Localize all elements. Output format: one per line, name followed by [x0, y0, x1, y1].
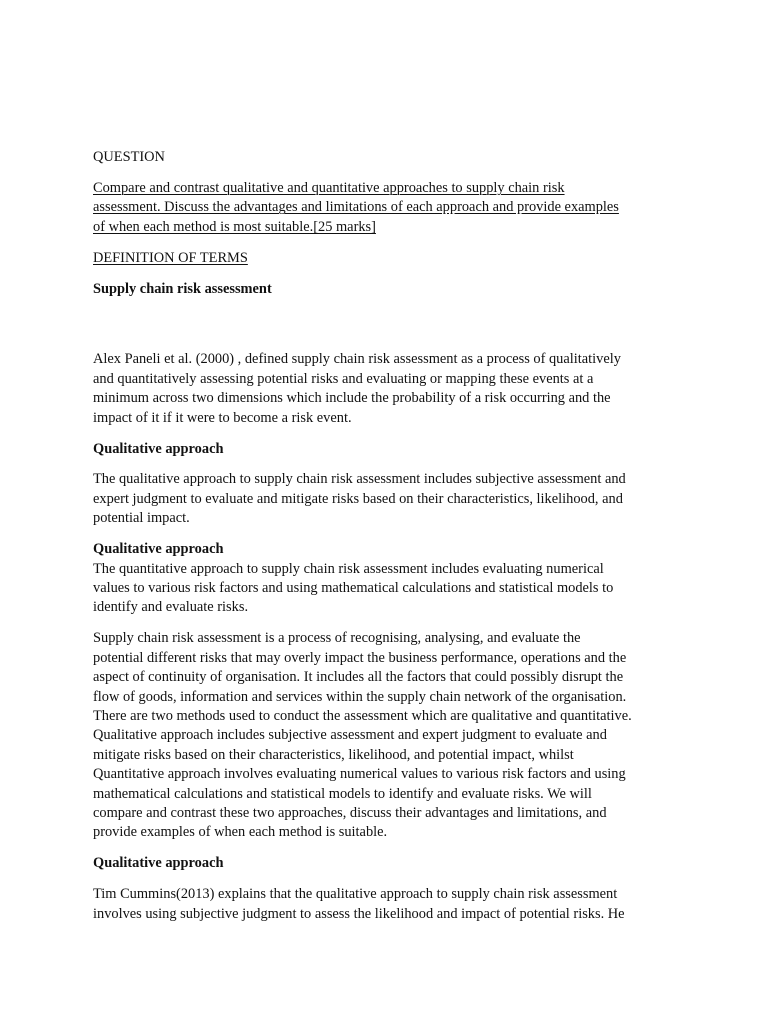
- paragraph-line: flow of goods, information and services within the supply chain network of the organisation.: [93, 688, 627, 705]
- paragraph-line: involves using subjective judgment to assess the likelihood and impact of potential risks. He: [93, 905, 625, 922]
- intro-paragraph: [93, 629, 673, 842]
- paragraph-line: Qualitative approach includes subjective assessment and expert judgment to evaluate and: [93, 727, 607, 744]
- question-line: Compare and contrast qualitative and quantitative approaches to supply chain risk: [93, 179, 565, 196]
- qualitative-approach-heading: Qualitative approach: [93, 855, 224, 872]
- paragraph-line: identify and evaluate risks.: [93, 599, 249, 616]
- paragraph-line: provide examples of when each method is suitable.: [93, 824, 388, 841]
- paragraph-line: Supply chain risk assessment is a process of recognising, analysing, and evaluate the: [93, 630, 581, 647]
- paragraph-line: aspect of continuity of organisation. It includes all the factors that could possibly disrupt the: [93, 669, 624, 686]
- qualitative-approach-body: [93, 885, 673, 924]
- paragraph-line: The qualitative approach to supply chain risk assessment includes subjective assessment and: [93, 471, 626, 488]
- supply-chain-heading: Supply chain risk assessment: [93, 280, 272, 297]
- supply-chain-definition: [93, 350, 673, 428]
- paragraph-line: Alex Paneli et al. (2000) , defined supply chain risk assessment as a process of qualitatively: [93, 351, 621, 368]
- qualitative-definition-heading: Qualitative approach: [93, 440, 224, 457]
- question-heading: QUESTION: [93, 149, 165, 165]
- definition-heading: DEFINITION OF TERMS: [93, 249, 248, 266]
- paragraph-line: expert judgment to evaluate and mitigate risks based on their characteristics, likelihood, and: [93, 490, 623, 507]
- paragraph-line: and quantitatively assessing potential risks and evaluating or mapping these events at a: [93, 370, 594, 387]
- paragraph-line: There are two methods used to conduct the assessment which are qualitative and quantitative.: [93, 707, 632, 724]
- question-line: assessment. Discuss the advantages and limitations of each approach and provide examples: [93, 199, 619, 216]
- paragraph-line: mathematical calculations and statistical models to identify and evaluate risks. We will: [93, 785, 592, 802]
- qualitative-definition: [93, 470, 673, 528]
- spacer: [93, 310, 673, 350]
- paragraph-line: Tim Cummins(2013) explains that the qualitative approach to supply chain risk assessment: [93, 886, 618, 903]
- paragraph-line: impact of it if it were to become a risk event.: [93, 409, 352, 426]
- paragraph-line: Quantitative approach involves evaluating numerical values to various risk factors and using: [93, 766, 626, 783]
- paragraph-line: values to various risk factors and using mathematical calculations and statistical models to: [93, 580, 614, 596]
- paragraph-line: potential different risks that may overly impact the business performance, operations and the: [93, 649, 627, 666]
- question-text: [93, 179, 673, 237]
- paragraph-line: The quantitative approach to supply chain risk assessment includes evaluating numerical: [93, 560, 604, 577]
- quantitative-definition-heading: Qualitative approach: [93, 541, 224, 558]
- quantitative-definition: [93, 560, 673, 618]
- paragraph-line: potential impact.: [93, 510, 190, 527]
- question-line: of when each method is most suitable.[25 marks]: [93, 218, 376, 235]
- paragraph-line: compare and contrast these two approaches, discuss their advantages and limitations, and: [93, 804, 607, 821]
- paragraph-line: minimum across two dimensions which include the probability of a risk occurring and the: [93, 390, 611, 407]
- document-page: [93, 148, 673, 936]
- paragraph-line: mitigate risks based on their characteristics, likelihood, and potential impact, whilst: [93, 746, 574, 763]
